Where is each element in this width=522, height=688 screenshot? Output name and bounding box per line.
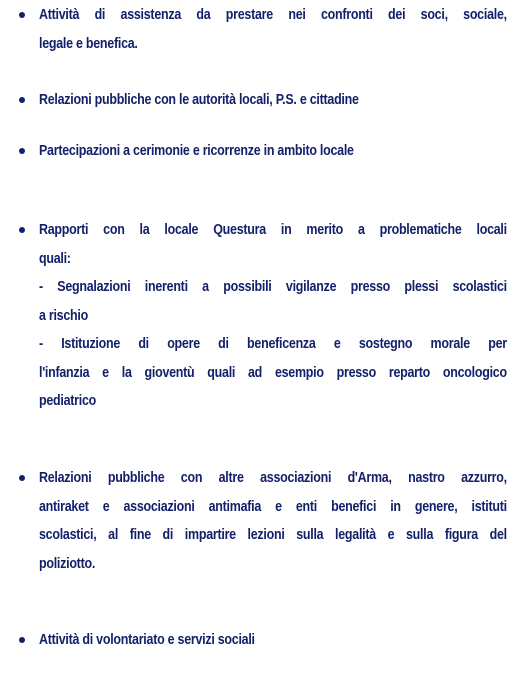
bullet-icon (19, 12, 25, 18)
list-item-line: poliziotto. (39, 555, 96, 572)
list-item-cerimonie (39, 137, 507, 166)
bullet-icon (19, 97, 25, 103)
list-item-line: Attività di assistenza da prestare nei confronti dei soci, sociale, (39, 7, 507, 23)
list-item-questura (39, 216, 507, 416)
list-item-line: - Istituzione di opere di beneficenza e sostegno morale per (39, 336, 507, 352)
list-item-line: pediatrico (39, 393, 97, 409)
list-item-line: Partecipazioni a cerimonie e ricorrenze in ambito locale (39, 143, 354, 159)
list-item-assistenza (39, 1, 507, 58)
list-item-relazioni-autorita (39, 86, 507, 115)
bullet-icon (19, 148, 25, 154)
list-item-line: l'infanzia e la gioventù quali ad esempio presso reparto oncologico (39, 364, 507, 381)
list-item-line: Attività di volontariato e servizi sociali (39, 632, 255, 648)
bullet-icon (19, 227, 25, 233)
list-item-line: Rapporti con la locale Questura in merito a problematiche locali (39, 222, 507, 238)
list-item-line: a rischio (39, 307, 88, 324)
bullet-icon (19, 475, 25, 481)
list-item-line: quali: (39, 250, 71, 267)
list-item-line: Relazioni pubbliche con le autorità locali, P.S. e cittadine (39, 92, 359, 108)
list-item-volontariato (39, 626, 507, 655)
bullet-icon (19, 637, 25, 643)
list-item-line: Relazioni pubbliche con altre associazioni d'Arma, nastro azzurro, (39, 470, 507, 486)
list-item-line: scolastici, al fine di impartire lezioni sulla legalità e sulla figura del (39, 527, 507, 543)
list-item-line: legale e benefica. (39, 35, 138, 52)
list-item-associazioni (39, 464, 507, 578)
list-item-line: antiraket e associazioni antimafia e enti benefici in genere, istituti (39, 498, 507, 515)
list-item-line: - Segnalazioni inerenti a possibili vigilanze presso plessi scolastici (39, 279, 507, 295)
